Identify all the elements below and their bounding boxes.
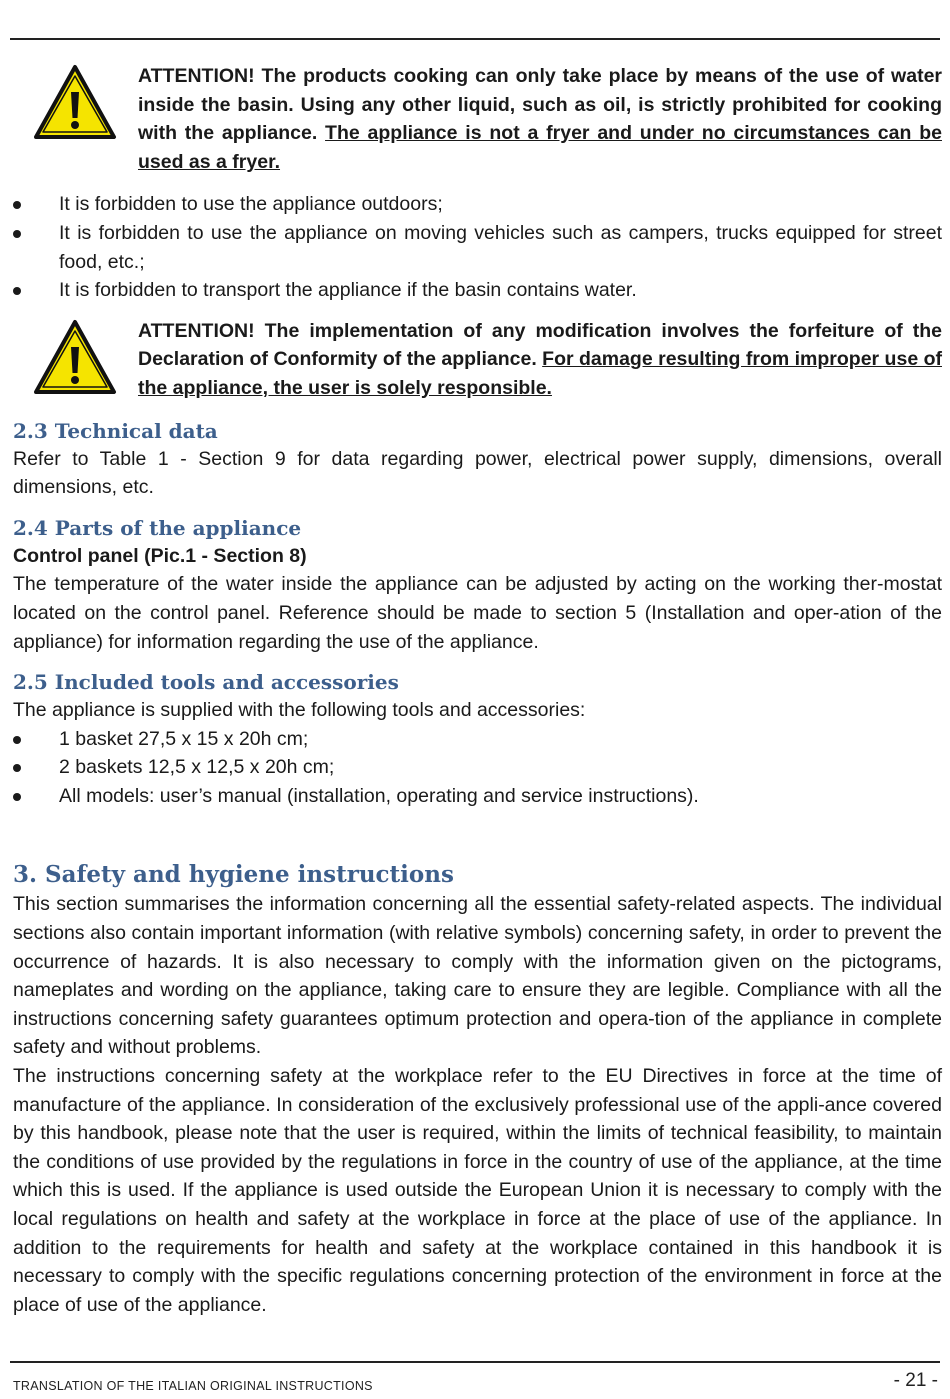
section-3-para-1: This section summarises the information concerning all the essential safety-related aspects. The individual sections also contain important information (with relative symbols) concerning safety, in order to prevent the occurrence of hazards. It is also necessary to comply with the information given on the pictograms, nameplates and wording on the appliance, taking care to ensure they are legible. Compliance with all the instructions concerning safety guarantees optimum protection and opera-tion of the appliance in complete safety and without problems. xyxy=(13,893,942,1059)
section-2-4-body: The temperature of the water inside the appliance can be adjusted by acting on the working ther-mostat located on the control panel. Reference should be made to section 5 (Installation and oper-ation of the appliance) for information regarding the use of the appliance. xyxy=(13,573,942,653)
prohibitions-list xyxy=(13,190,942,304)
attention-text: ATTENTION! The implementation of any modification involves the forfeiture of the Declaration of Conformity of the appliance. xyxy=(138,319,942,371)
attention-underlined-text: For damage resulting from improper use of the appliance, the user is solely responsible. xyxy=(138,348,942,399)
top-rule xyxy=(10,38,940,40)
attention-block-1 xyxy=(13,62,942,176)
section-heading-2-4: 2.4 Parts of the appliance xyxy=(13,515,302,540)
list-item: All models: user’s manual (installation, operating and service instructions). xyxy=(13,782,942,811)
section-heading-2-3: 2.3 Technical data xyxy=(13,418,218,443)
section-heading-3: 3. Safety and hygiene instructions xyxy=(13,861,454,889)
section-2-3-body: Refer to Table 1 - Section 9 for data regarding power, electrical power supply, dimensions, overall dimensions, etc. xyxy=(13,447,942,499)
list-item: It is forbidden to use the appliance outdoors; xyxy=(13,190,942,219)
control-panel-subheading: Control panel (Pic.1 - Section 8) xyxy=(13,544,307,567)
warning-triangle-icon xyxy=(33,319,117,395)
list-item: 1 basket 27,5 x 15 x 20h cm; xyxy=(13,725,942,754)
section-2-5-body: The appliance is supplied with the following tools and accessories: xyxy=(13,699,586,722)
footer-translation-note: TRANSLATION OF THE ITALIAN ORIGINAL INSTRUCTIONS xyxy=(13,1379,373,1393)
section-3-para-2: The instructions concerning safety at the workplace refer to the EU Directives in force at the time of manufacture of the appliance. In consideration of the exclusively professional use of the appli-ance covered by this handbook, please note that the user is required, within the limits of technical feasibility, to maintain the conditions of use provided by the regulations in force in the country of use of the appliance, at the time which this is used. If the appliance is used outside the European Union it is necessary to comply with the local regulations on health and safety at the workplace in force at the place of use of the appliance. In addition to the requirements for health and safety at the workplace contained in this handbook it is necessary to comply with the specific regulations concerning protection of the environment in force at the place of use of the appliance. xyxy=(13,1065,942,1316)
bottom-rule xyxy=(10,1361,940,1363)
list-item: 2 baskets 12,5 x 12,5 x 20h cm; xyxy=(13,753,942,782)
attention-text: ATTENTION! The products cooking can only take place by means of the use of water inside the basin. Using any other liquid, such as oil, is strictly prohibited for cooking with the appliance. xyxy=(138,65,942,145)
warning-triangle-icon xyxy=(33,64,117,140)
page-number: - 21 - xyxy=(893,1370,938,1391)
attention-underlined-text: The appliance is not a fryer and under no circumstances can be used as a fryer. xyxy=(138,122,942,173)
section-heading-2-5: 2.5 Included tools and accessories xyxy=(13,670,399,695)
list-item: It is forbidden to use the appliance on moving vehicles such as campers, trucks equipped for street food, etc.; xyxy=(13,219,942,276)
page-content xyxy=(13,60,942,1319)
accessories-list xyxy=(13,725,942,811)
list-item: It is forbidden to transport the appliance if the basin contains water. xyxy=(13,276,942,305)
attention-block-2 xyxy=(13,317,942,403)
